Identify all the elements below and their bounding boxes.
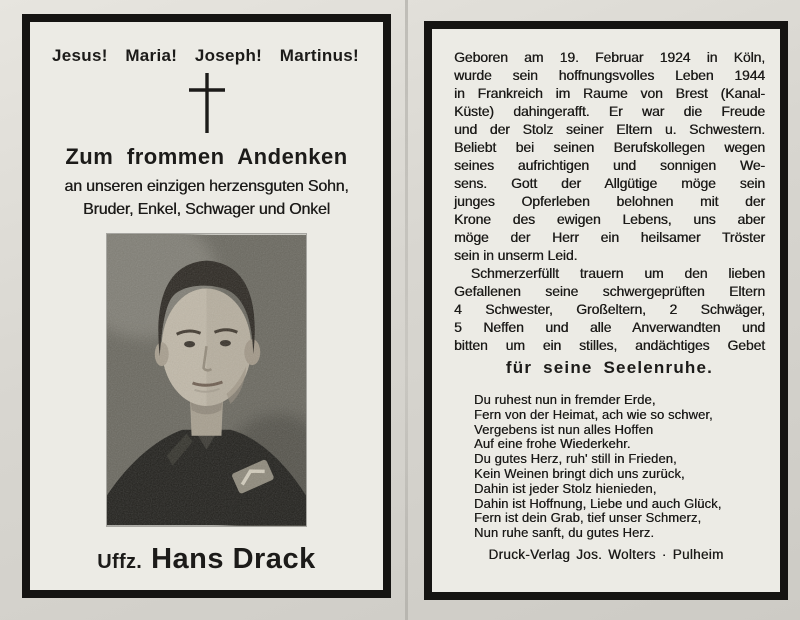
printer-imprint: Druck-Verlag Jos. Wolters · Pulheim: [488, 547, 724, 562]
obituary-line: sein in unserm Leid.: [454, 247, 578, 263]
obituary-line: Beliebt bei seinen Berufskollegen wegen: [454, 139, 765, 155]
poem-line: Fern von der Heimat, ach wie so schwer,: [474, 406, 713, 422]
obituary-line: junges Opferleben belohnen mit der: [454, 193, 765, 209]
name-line: [30, 543, 383, 576]
mourning-line: 5 Neffen und alle Anverwandten und: [454, 319, 765, 335]
rank-label: Uffz.: [97, 551, 143, 573]
invocation-word: Martinus!: [279, 46, 359, 65]
memorial-heading: Zum frommen Andenken: [65, 144, 348, 169]
invocation-line: [52, 46, 359, 66]
dedication: [30, 175, 383, 221]
obituary-line: möge der Herr ein heilsamer Tröster: [454, 229, 765, 245]
dedication-line: Bruder, Enkel, Schwager und Onkel: [83, 201, 330, 218]
poem-line: Auf eine frohe Wiederkehr.: [474, 436, 631, 452]
invocation-word: Joseph!: [194, 46, 263, 65]
poem-line: Dahin ist Hoffnung, Liebe und auch Glück,: [474, 495, 722, 511]
obituary-paragraph: [454, 48, 765, 264]
left-panel: [22, 14, 391, 598]
obituary-line: Küste) dahingerafft. Er war die Freude: [454, 103, 765, 119]
portrait-photo: [107, 234, 306, 526]
mourning-paragraph: [454, 264, 765, 354]
right-panel: [424, 21, 788, 600]
cross-icon: [30, 72, 383, 134]
invocation-word: Jesus!: [52, 46, 108, 65]
poem-line: Du ruhest nun in fremder Erde,: [474, 392, 656, 407]
poem-line: Vergebens ist nun alles Hoffen: [474, 421, 654, 437]
obituary-line: Krone des ewigen Lebens, uns aber: [454, 211, 765, 227]
poem-line: Dahin ist jeder Stolz hienieden,: [474, 480, 657, 496]
poem-line: Nun ruhe sanft, du gutes Herz.: [474, 525, 655, 541]
poem-line: Kein Weinen bringt dich uns zurück,: [474, 465, 685, 481]
obituary-line: Geboren am 19. Februar 1924 in Köln,: [454, 49, 765, 65]
obituary-line: sens. Gott der Allgütige möge sein: [454, 175, 765, 191]
mourning-line: 4 Schwester, Großeltern, 2 Schwäger,: [454, 301, 765, 317]
poem-line: Fern ist dein Grab, tief unser Schmerz,: [474, 510, 702, 526]
obituary-line: wurde sein hoffnungsvolles Leben 1944: [454, 67, 765, 83]
prayer-line: für seine Seelenruhe.: [505, 358, 714, 377]
obituary-line: und der Stolz seiner Eltern u. Schwestern.: [454, 121, 765, 137]
fold-line: [405, 0, 408, 620]
obituary-line: in Frankreich im Raume von Brest (Kanal-: [454, 85, 765, 101]
mourning-line: Gefallenen seine schwergeprüften Eltern: [454, 283, 765, 299]
poem-line: Du gutes Herz, ruh' still in Frieden,: [474, 451, 677, 467]
memorial-poem: [474, 393, 765, 541]
obituary-line: seines aufrichtigen und sonnigen We-: [454, 157, 765, 173]
mourning-line: Schmerzerfüllt trauern um den lieben: [470, 265, 765, 281]
mourning-line: bitten um ein stilles, andächtiges Gebet: [454, 337, 765, 353]
invocation-word: Maria!: [125, 46, 178, 65]
dedication-line: an unseren einzigen herzensguten Sohn,: [64, 178, 349, 195]
deceased-name: Hans Drack: [151, 543, 316, 575]
